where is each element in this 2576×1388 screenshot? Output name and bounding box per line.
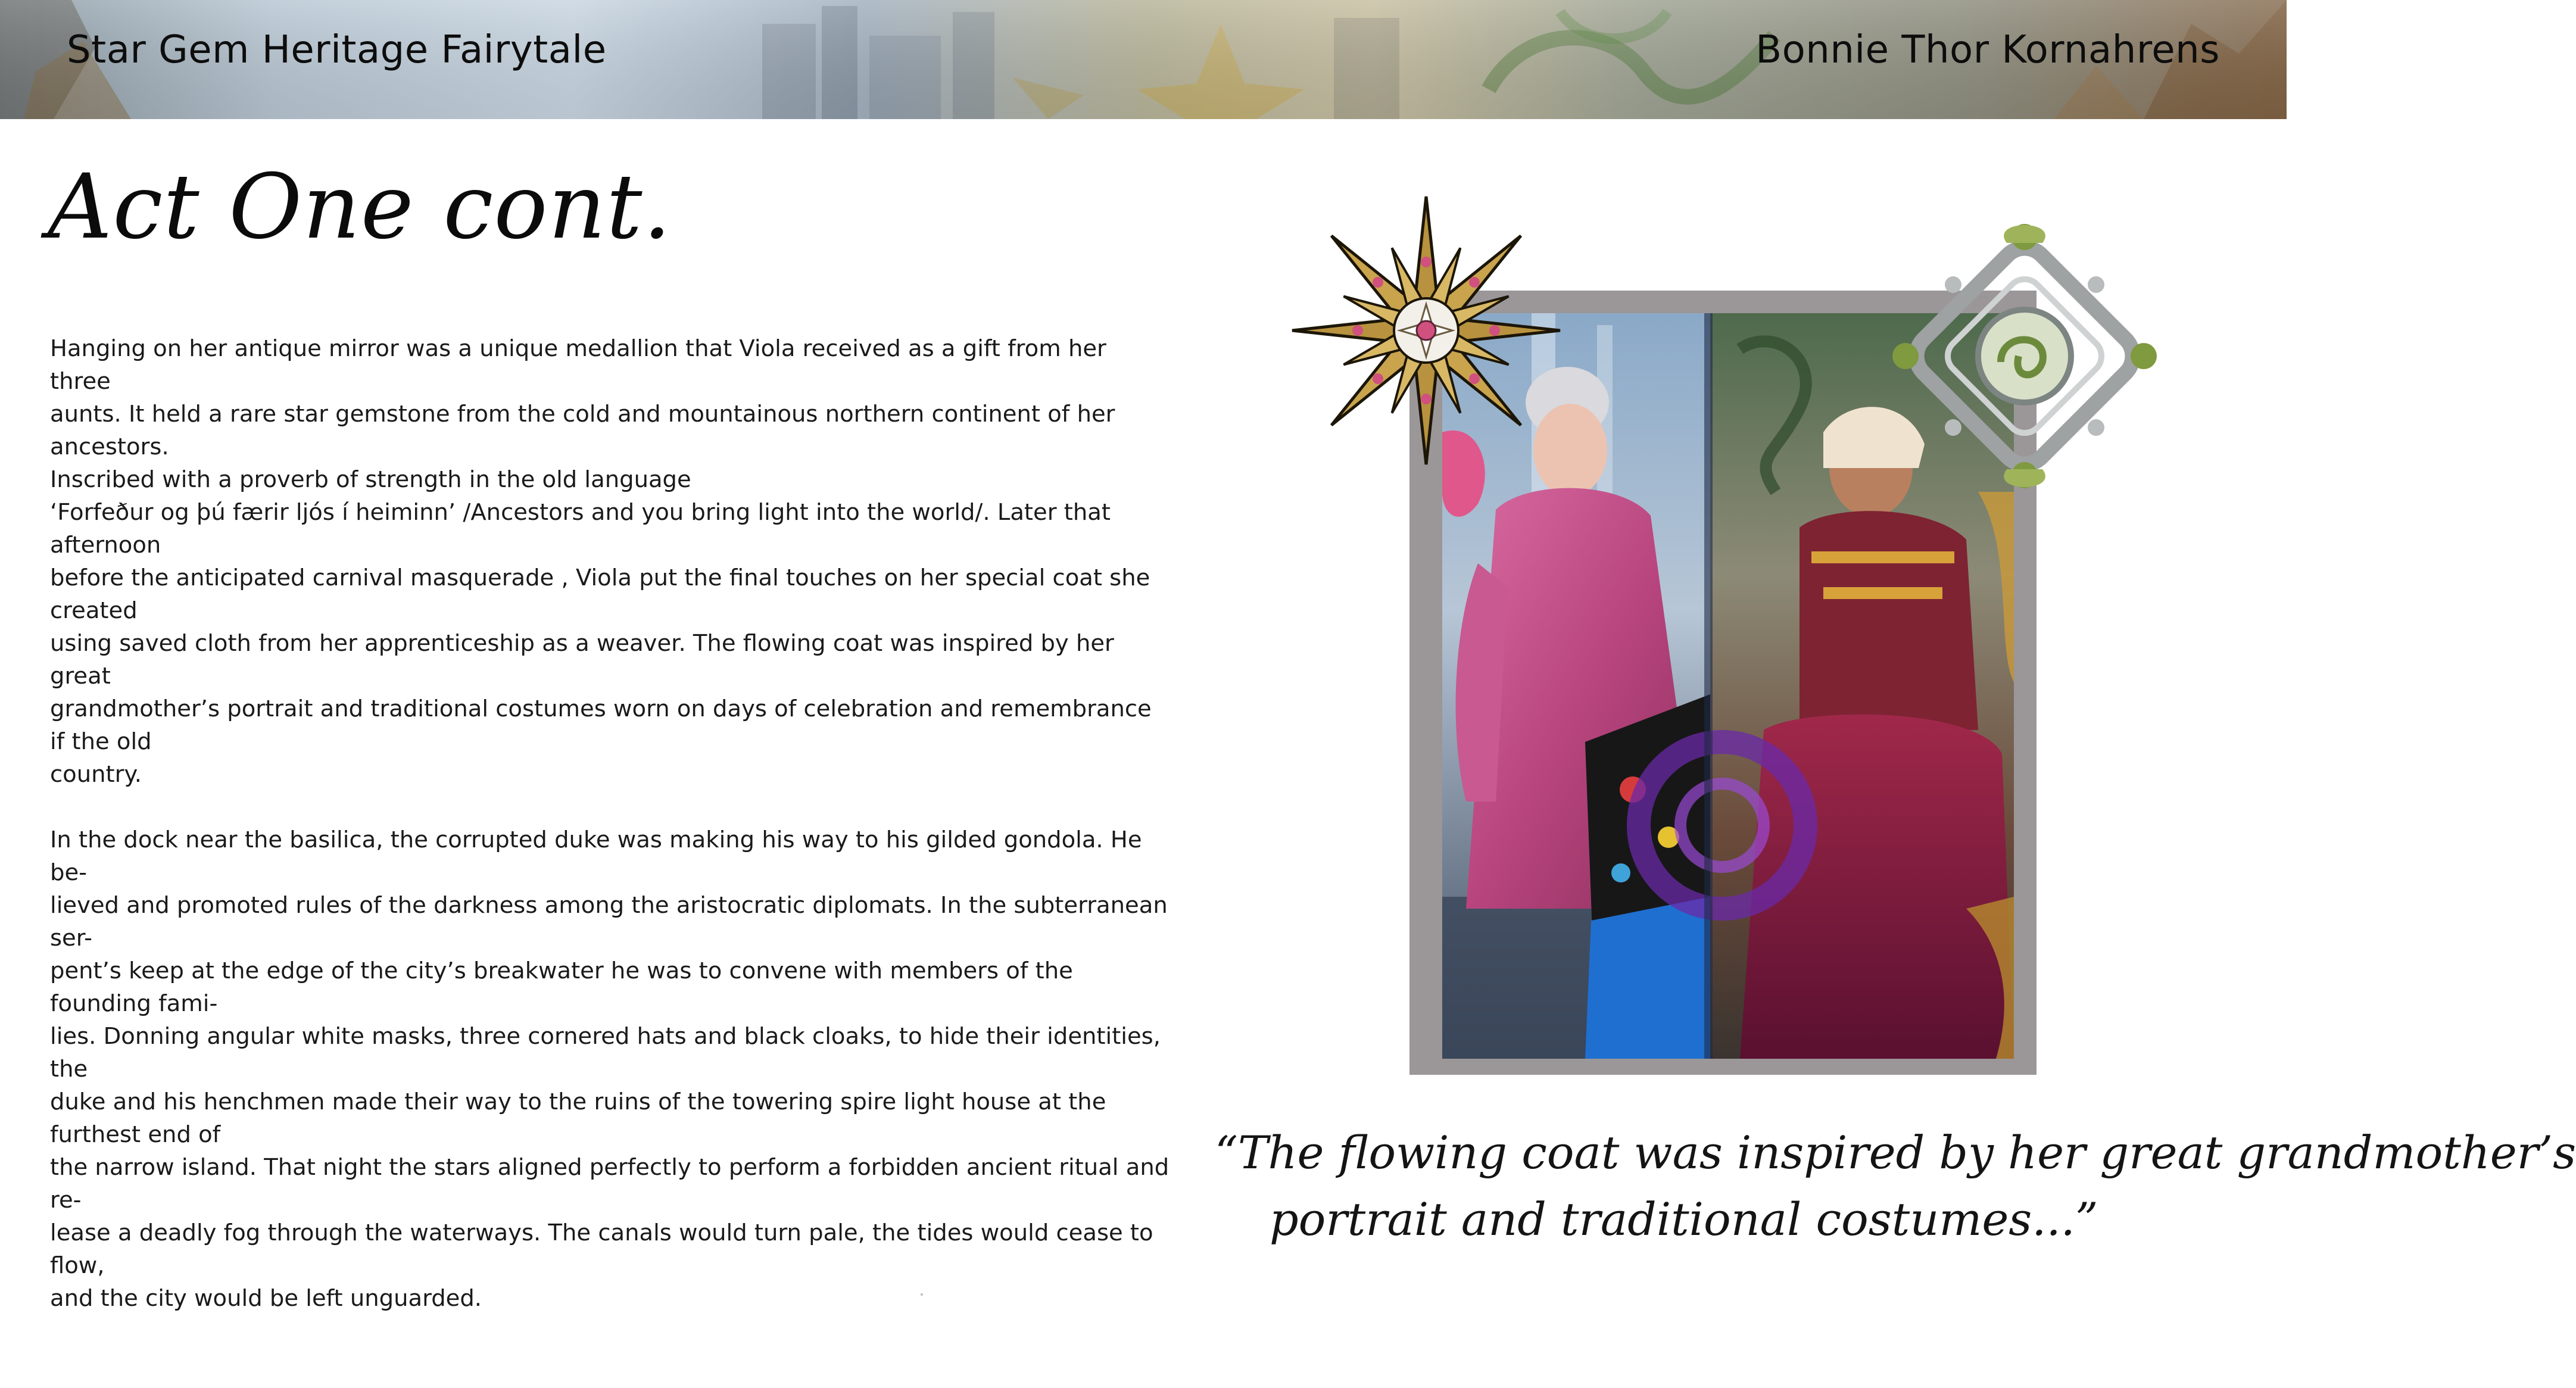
filigree-ornament-icon — [1882, 213, 2168, 499]
series-title: Star Gem Heritage Fairytale — [67, 28, 607, 72]
page-marker-dot — [921, 1293, 923, 1296]
header-banner — [0, 0, 2287, 119]
star-medallion-icon — [1286, 191, 1566, 470]
artwork-collage — [1286, 191, 2179, 1084]
pull-quote-line-1: “The flowing coat was inspired by her great grandmother’s — [1215, 1126, 2576, 1179]
story-paragraph-2: In the dock near the basilica, the corrupted duke was making his way to his gilded gondola. He be- lieved and promoted rules of the darkness among the aristocratic diplomats. In the subterranean ser- pent’s keep at the edge of the city’s breakwater he was to convene with members of the founding fami- lies. Donning angular white masks, three cornered hats and black cloaks, to hide their identities, the duke and his henchmen made their way to the ruins of the towering spire light house at the furthest end of the narrow island. That night the stars aligned perfectly to perform a forbidden ancient ritual and re- lease a deadly fog through the waterways. The canals would turn pale, the tides would cease to flow, and the city would be left unguarded. — [50, 826, 1170, 1312]
pull-quote-line-2: portrait and traditional costumes...” — [1270, 1193, 2098, 1246]
author-name: Bonnie Thor Kornahrens — [1755, 28, 2220, 72]
page-title: Act One cont. — [48, 155, 672, 259]
story-text — [50, 332, 1170, 1315]
pull-quote — [1215, 1119, 2576, 1253]
story-paragraph-1: Hanging on her antique mirror was a unique medallion that Viola received as a gift from her three aunts. It held a rare star gemstone from the cold and mountainous northern continent of her ancestors. Inscribed with a proverb of strength in the old language ‘Forfeður og þú færir ljós í heiminn’ /Ancestors and you bring light into the world/. Later that afternoon before the anticipated carnival masquerade , Viola put the final touches on her special coat she created using saved cloth from her apprenticeship as a weaver. The flowing coat was inspired by her great grandmother’s portrait and traditional costumes worn on days of celebration and remembrance if the old country. — [50, 335, 1152, 788]
